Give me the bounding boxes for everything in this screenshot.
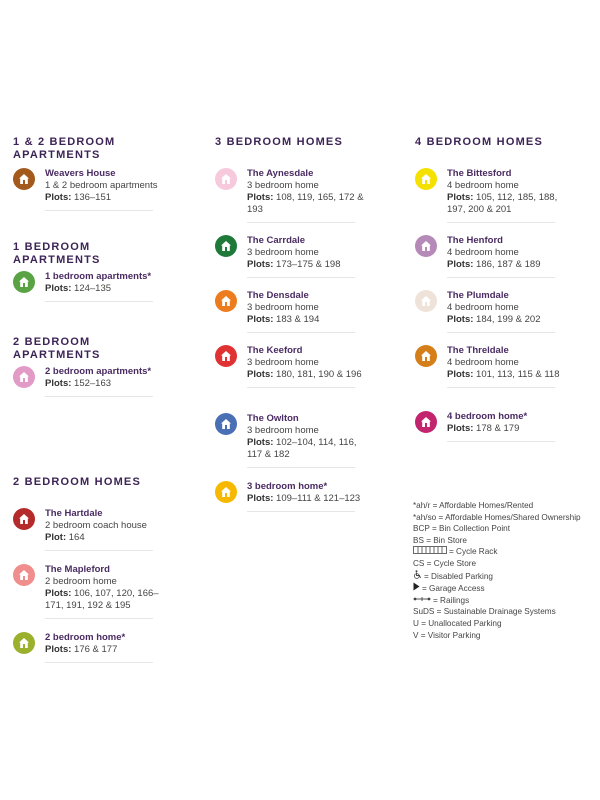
house-type-text [447, 168, 567, 216]
legend-text: = Cycle Rack [449, 547, 498, 557]
house-type-text [247, 290, 367, 326]
plots-label: Plot: [45, 532, 67, 543]
house-type-text [45, 632, 165, 656]
legend-item [413, 582, 598, 595]
house-type-text [45, 271, 165, 295]
house-icon [415, 235, 437, 257]
entry-divider [447, 222, 555, 223]
plots-value: 106, 107, 120, 166–171, 191, 192 & 195 [45, 588, 159, 611]
house-type-description: 2 bedroom coach house [45, 520, 147, 531]
entry-divider [247, 467, 355, 468]
house-type-text [447, 345, 567, 381]
house-type-description: 3 bedroom home [247, 180, 319, 191]
legend-item [413, 618, 598, 630]
plots-label: Plots: [45, 378, 72, 389]
house-icon [13, 168, 35, 190]
plots-line [447, 423, 567, 435]
entry-divider [247, 332, 355, 333]
section-title: 1 & 2 BEDROOM APARTMENTS [13, 136, 116, 161]
plots-label: Plots: [247, 192, 274, 203]
legend-text: = Railings [433, 595, 470, 605]
plots-label: Plots: [45, 283, 72, 294]
plots-label: Plots: [447, 314, 474, 325]
house-type-text [247, 413, 367, 461]
legend-text: *ah/r = Affordable Homes/Rented [413, 501, 534, 510]
plots-line [447, 369, 567, 381]
house-type-description: 4 bedroom home [447, 180, 519, 191]
wheelchair-icon [413, 572, 424, 581]
entry-divider [247, 277, 355, 278]
abbreviations-legend [413, 500, 598, 641]
plots-value: 102–104, 114, 116, 117 & 182 [247, 437, 357, 460]
house-type-description: 2 bedroom home [45, 576, 117, 587]
house-type-text [45, 366, 165, 390]
house-type-name: The Bittesford [447, 168, 512, 179]
plots-label: Plots: [447, 423, 474, 434]
plots-label: Plots: [45, 588, 72, 599]
house-type-name: The Mapleford [45, 564, 110, 575]
plots-label: Plots: [45, 644, 72, 655]
section-title: 2 BEDROOM HOMES [13, 476, 142, 488]
plots-line [45, 192, 165, 204]
legend-item [413, 595, 598, 607]
house-type-name: 2 bedroom home* [45, 632, 126, 643]
plots-line [247, 437, 367, 461]
house-type-name: The Densdale [247, 290, 309, 301]
plots-line [447, 314, 567, 326]
plots-value: 180, 181, 190 & 196 [273, 369, 362, 380]
legend-text: = Disabled Parking [424, 571, 493, 581]
house-type-name: The Plumdale [447, 290, 509, 301]
legend-text: V = Visitor Parking [413, 630, 481, 640]
plots-label: Plots: [247, 369, 274, 380]
plots-value: 164 [66, 532, 85, 543]
house-type-description: 4 bedroom home [447, 302, 519, 313]
plots-value: 108, 119, 165, 172 & 193 [247, 192, 364, 215]
house-type-name: 4 bedroom home* [447, 411, 528, 422]
legend-text: CS = Cycle Store [413, 558, 477, 568]
entry-divider [45, 396, 153, 397]
house-type-description: 4 bedroom home [447, 357, 519, 368]
house-icon [215, 345, 237, 367]
legend-item [413, 500, 598, 512]
house-type-name: 3 bedroom home* [247, 481, 328, 492]
entry-divider [45, 550, 153, 551]
entry-divider [447, 277, 555, 278]
plots-line [45, 588, 165, 612]
plots-value: 183 & 194 [273, 314, 320, 325]
plots-value: 186, 187 & 189 [473, 259, 541, 270]
house-icon [13, 632, 35, 654]
plots-line [447, 192, 567, 216]
house-type-description: 3 bedroom home [247, 302, 319, 313]
entry-divider [447, 441, 555, 442]
railings-icon [413, 596, 433, 605]
entry-divider [247, 511, 355, 512]
house-icon [215, 290, 237, 312]
house-icon [13, 366, 35, 388]
house-type-name: The Hartdale [45, 508, 103, 519]
house-type-text [45, 508, 165, 544]
house-icon [415, 168, 437, 190]
legend-text: SuDS = Sustainable Drainage Systems [413, 607, 556, 617]
plots-line [247, 493, 367, 505]
house-type-name: The Threldale [447, 345, 509, 356]
plots-value: 178 & 179 [473, 423, 520, 434]
legend-text: = Garage Access [422, 584, 485, 594]
entry-divider [45, 618, 153, 619]
house-type-text [45, 564, 165, 612]
legend-text: U = Unallocated Parking [413, 618, 502, 628]
house-icon [215, 168, 237, 190]
plots-value: 173–175 & 198 [273, 259, 341, 270]
house-type-name: The Carrdale [247, 235, 306, 246]
plots-line [247, 192, 367, 216]
house-type-text [247, 481, 367, 505]
legend-item [413, 546, 598, 558]
legend-item [413, 570, 598, 583]
plots-line [45, 532, 165, 544]
plots-label: Plots: [247, 259, 274, 270]
house-type-name: 2 bedroom apartments* [45, 366, 152, 377]
section-title: 2 BEDROOM APARTMENTS [13, 336, 101, 361]
plots-label: Plots: [247, 493, 274, 504]
plots-value: 136–151 [71, 192, 112, 203]
house-icon [13, 508, 35, 530]
house-type-text [45, 168, 165, 204]
legend-item [413, 523, 598, 535]
entry-divider [447, 332, 555, 333]
plots-line [45, 378, 165, 390]
cycle-rack-icon [413, 547, 449, 556]
legend-item [413, 630, 598, 642]
section-title: 3 BEDROOM HOMES [215, 136, 344, 148]
house-icon [215, 235, 237, 257]
legend-item [413, 606, 598, 618]
entry-divider [45, 662, 153, 663]
triangle-icon [413, 584, 422, 593]
entry-divider [45, 210, 153, 211]
house-type-name: The Keeford [247, 345, 303, 356]
house-type-description: 3 bedroom home [247, 357, 319, 368]
plots-value: 176 & 177 [71, 644, 118, 655]
house-type-description: 3 bedroom home [247, 425, 319, 436]
plots-value: 184, 199 & 202 [473, 314, 541, 325]
plots-line [247, 314, 367, 326]
house-type-name: The Henford [447, 235, 503, 246]
house-icon [215, 481, 237, 503]
house-type-text [447, 235, 567, 271]
plots-label: Plots: [447, 259, 474, 270]
house-type-name: The Owlton [247, 413, 299, 424]
plots-line [45, 283, 165, 295]
entry-divider [247, 222, 355, 223]
plots-label: Plots: [45, 192, 72, 203]
plots-value: 124–135 [71, 283, 112, 294]
house-type-description: 4 bedroom home [447, 247, 519, 258]
house-type-description: 3 bedroom home [247, 247, 319, 258]
plots-value: 101, 113, 115 & 118 [473, 369, 560, 380]
plots-line [247, 369, 367, 381]
entry-divider [247, 387, 355, 388]
plots-line [45, 644, 165, 656]
section-title: 4 BEDROOM HOMES [415, 136, 544, 148]
house-icon [13, 271, 35, 293]
house-icon [415, 411, 437, 433]
house-type-text [247, 235, 367, 271]
plots-line [447, 259, 567, 271]
legend-text: BS = Bin Store [413, 535, 467, 545]
entry-divider [447, 387, 555, 388]
legend-item [413, 512, 598, 524]
house-icon [415, 345, 437, 367]
plots-value: 105, 112, 185, 188, 197, 200 & 201 [447, 192, 558, 215]
house-type-text [247, 168, 367, 216]
legend-item [413, 535, 598, 547]
plots-label: Plots: [447, 369, 474, 380]
house-icon [415, 290, 437, 312]
house-icon [13, 564, 35, 586]
house-type-name: The Aynesdale [247, 168, 314, 179]
legend-text: BCP = Bin Collection Point [413, 524, 511, 534]
section-title: 1 BEDROOM APARTMENTS [13, 241, 101, 266]
plots-value: 109–111 & 121–123 [273, 493, 361, 504]
house-type-text [447, 290, 567, 326]
house-icon [215, 413, 237, 435]
house-type-name: Weavers House [45, 168, 116, 179]
plots-label: Plots: [247, 314, 274, 325]
plots-line [247, 259, 367, 271]
plots-label: Plots: [447, 192, 474, 203]
house-type-text [447, 411, 567, 435]
house-type-description: 1 & 2 bedroom apartments [45, 180, 158, 191]
entry-divider [45, 301, 153, 302]
legend-item [413, 558, 598, 570]
plots-label: Plots: [247, 437, 274, 448]
legend-text: *ah/so = Affordable Homes/Shared Ownership [413, 512, 581, 522]
plots-value: 152–163 [71, 378, 112, 389]
house-type-name: 1 bedroom apartments* [45, 271, 152, 282]
house-type-text [247, 345, 367, 381]
